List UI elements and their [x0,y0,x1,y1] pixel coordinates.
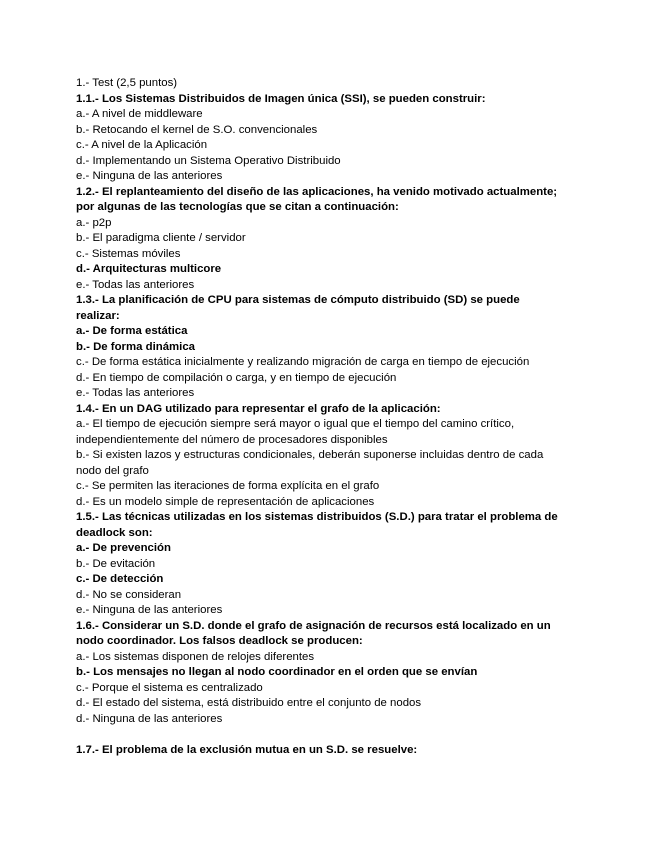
question-block [76,185,596,294]
answer-option: b.- El paradigma cliente / servidor [76,232,246,244]
question-stem-line: nodo coordinador. Los falsos deadlock se producen: [76,635,363,647]
question-stem-line: realizar: [76,309,120,322]
answer-option: d.- El estado del sistema, está distribuido entre el conjunto de nodos [76,697,422,709]
question-stem-line: deadlock son: [76,526,153,539]
answer-option: a.- Los sistemas disponen de relojes diferentes [76,650,315,663]
exam-document [76,76,596,758]
answer-option: d.- Es un modelo simple de representación de aplicaciones [76,495,375,508]
answer-option: c.- Se permiten las iteraciones de forma explícita en el grafo [76,480,380,492]
question-block [76,619,596,728]
answer-option-selected: a.- De forma estática [76,325,188,337]
section-header: 1.- Test (2,5 puntos) [76,77,178,89]
answer-option: e.- Ninguna de las anteriores [76,170,223,182]
question-block [76,402,596,511]
answer-option: d.- Implementando un Sistema Operativo Distribuido [76,154,341,167]
answer-option: d.- No se consideran [76,588,182,601]
answer-option-selected: b.- Los mensajes no llegan al nodo coordinador en el orden que se envían [76,666,478,678]
question-1-7-stem: 1.7.- El problema de la exclusión mutua en un S.D. se resuelve: [76,743,418,756]
answer-option: b.- De evitación [76,557,156,570]
question-block [76,92,596,185]
answer-option-selected: a.- De prevención [76,542,171,554]
answer-option-selected: b.- De forma dinámica [76,340,195,353]
question-list [76,92,596,728]
question-stem-line: 1.3.- La planificación de CPU para sistemas de cómputo distribuido (SD) se puede [76,294,520,306]
answer-option: e.- Todas las anteriores [76,387,195,399]
answer-option: independientemente del número de procesadores disponibles [76,433,388,446]
question-stem-line: 1.6.- Considerar un S.D. donde el grafo de asignación de recursos está localizado en un [76,619,551,632]
answer-option: a.- El tiempo de ejecución siempre será mayor o igual que el tiempo del camino crítico, [76,418,515,430]
blank-line [76,727,596,743]
answer-option: c.- De forma estática inicialmente y realizando migración de carga en tiempo de ejecución [76,356,530,368]
answer-option: e.- Ninguna de las anteriores [76,604,223,616]
answer-option: d.- En tiempo de compilación o carga, y en tiempo de ejecución [76,371,397,384]
question-stem-line: por algunas de las tecnologías que se citan a continuación: [76,201,399,213]
answer-option: c.- A nivel de la Aplicación [76,139,208,151]
answer-option-selected: c.- De detección [76,573,164,585]
answer-option: c.- Sistemas móviles [76,247,181,260]
answer-option: c.- Porque el sistema es centralizado [76,681,263,694]
question-block [76,293,596,402]
answer-option-selected: d.- Arquitecturas multicore [76,263,222,275]
answer-option: b.- Si existen lazos y estructuras condicionales, deberán suponerse incluidas dentro de cada [76,449,544,461]
answer-option: e.- Todas las anteriores [76,278,195,291]
question-stem-line: 1.4.- En un DAG utilizado para representar el grafo de la aplicación: [76,402,441,415]
question-stem-line: 1.5.- Las técnicas utilizadas en los sistemas distribuidos (S.D.) para tratar el problema de [76,511,558,523]
answer-option: nodo del grafo [76,464,149,477]
answer-option: a.- A nivel de middleware [76,108,203,120]
answer-option: a.- p2p [76,216,112,229]
answer-option: b.- Retocando el kernel de S.O. convencionales [76,123,318,136]
answer-option: d.- Ninguna de las anteriores [76,712,223,725]
question-stem-line: 1.2.- El replanteamiento del diseño de las aplicaciones, ha venido motivado actualmente; [76,185,558,198]
question-block [76,510,596,619]
question-stem-line: 1.1.- Los Sistemas Distribuidos de Imagen única (SSI), se pueden construir: [76,92,486,105]
